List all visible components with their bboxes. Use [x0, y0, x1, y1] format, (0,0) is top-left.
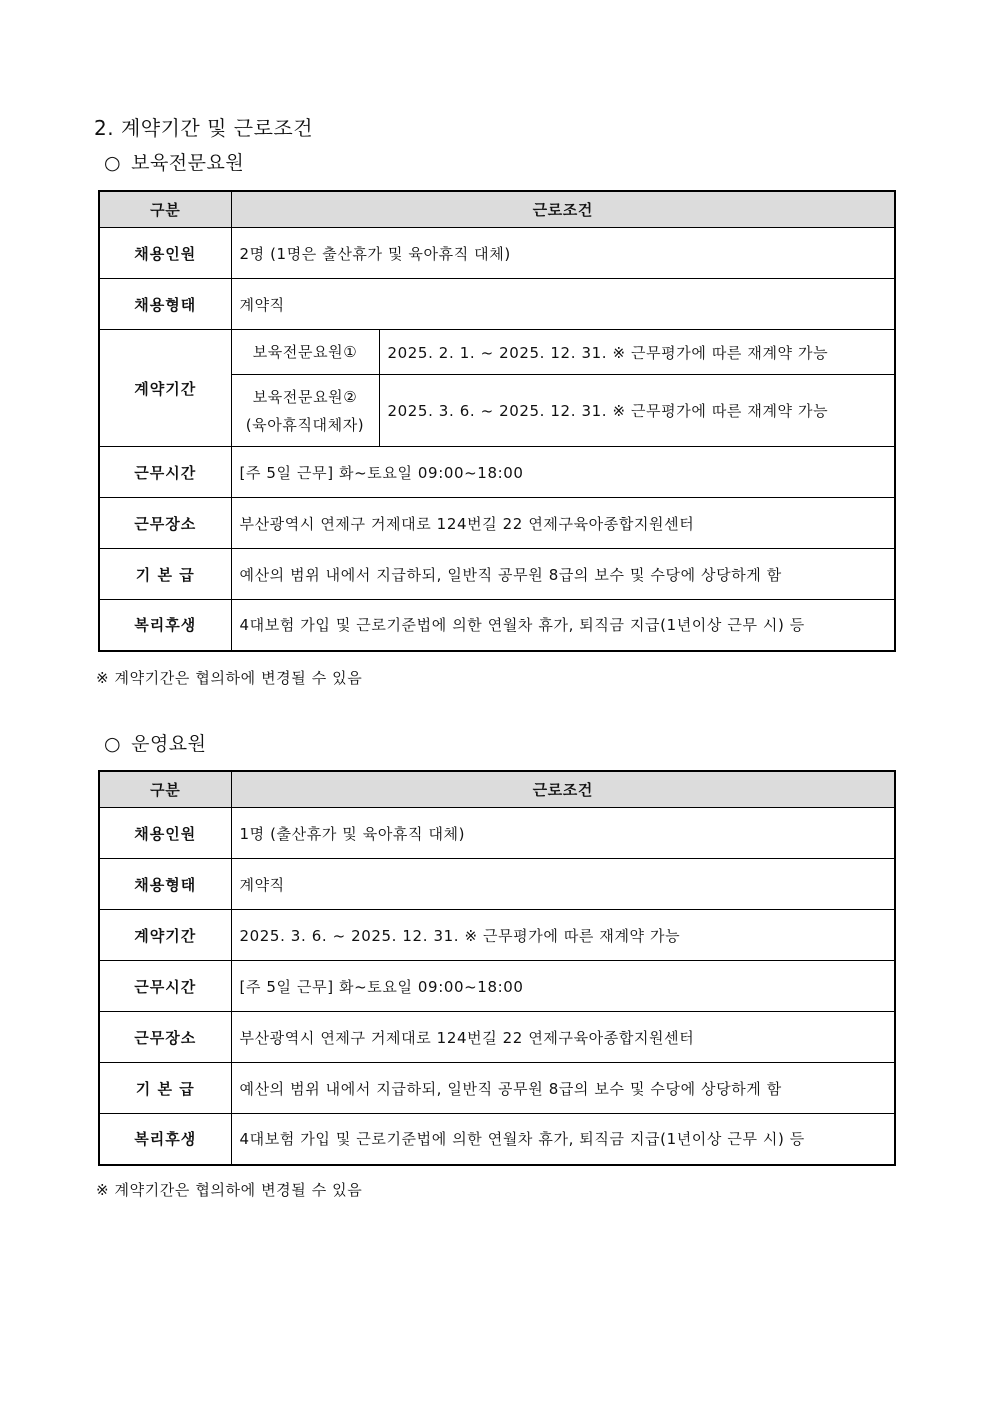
contract-sublabel-2 — [231, 375, 379, 447]
row-value-place: 부산광역시 연제구 거제대로 124번길 22 연제구육아종합지원센터 — [231, 1012, 895, 1063]
table-row — [99, 910, 895, 961]
row-label-hire-type: 채용형태 — [99, 859, 231, 910]
contract-sublabel-2-line1: 보육전문요원② — [252, 387, 358, 406]
table-row — [99, 447, 895, 498]
row-value-salary: 예산의 범위 내에서 지급하되, 일반직 공무원 8급의 보수 및 수당에 상당하게 함 — [231, 549, 895, 600]
table-row — [99, 961, 895, 1012]
row-value-place: 부산광역시 연제구 거제대로 124번길 22 연제구육아종합지원센터 — [231, 498, 895, 549]
row-value-hours: [주 5일 근무] 화~토요일 09:00~18:00 — [231, 961, 895, 1012]
table-row — [99, 498, 895, 549]
subsection-title-childcare — [104, 150, 244, 176]
row-label-salary: 기 본 급 — [99, 1063, 231, 1114]
subsection-title-operations — [104, 731, 207, 757]
conditions-table-childcare — [98, 190, 896, 652]
table-row — [99, 808, 895, 859]
table-row — [99, 279, 895, 330]
contract-sublabel-2-line2: (육아휴직대체자) — [245, 415, 365, 434]
table-row — [99, 859, 895, 910]
header-conditions: 근로조건 — [231, 191, 895, 228]
row-label-salary: 기 본 급 — [99, 549, 231, 600]
contract-sublabel-1: 보육전문요원① — [231, 330, 379, 375]
table-row — [99, 330, 895, 375]
table-row — [99, 1114, 895, 1165]
row-label-place: 근무장소 — [99, 1012, 231, 1063]
row-value-hire-count: 1명 (출산휴가 및 육아휴직 대체) — [231, 808, 895, 859]
row-label-contract: 계약기간 — [99, 330, 231, 447]
row-value-hire-count: 2명 (1명은 출산휴가 및 육아휴직 대체) — [231, 228, 895, 279]
subsection-title-text: 보육전문요원 — [131, 152, 245, 174]
header-conditions: 근로조건 — [231, 771, 895, 808]
table-row — [99, 1012, 895, 1063]
row-label-hire-count: 채용인원 — [99, 228, 231, 279]
section-heading: 2. 계약기간 및 근로조건 — [94, 116, 314, 140]
contract-value-1: 2025. 2. 1. ~ 2025. 12. 31. ※ 근무평가에 따른 재계약 가능 — [379, 330, 895, 375]
header-category: 구분 — [99, 771, 231, 808]
row-value-welfare: 4대보험 가입 및 근로기준법에 의한 연월차 휴가, 퇴직금 지급(1년이상 근무 시) 등 — [231, 600, 895, 651]
row-value-salary: 예산의 범위 내에서 지급하되, 일반직 공무원 8급의 보수 및 수당에 상당하게 함 — [231, 1063, 895, 1114]
row-label-hire-count: 채용인원 — [99, 808, 231, 859]
row-label-welfare: 복리후생 — [99, 600, 231, 651]
conditions-table-operations — [98, 770, 896, 1166]
row-label-hours: 근무시간 — [99, 961, 231, 1012]
row-label-place: 근무장소 — [99, 498, 231, 549]
row-value-hours: [주 5일 근무] 화~토요일 09:00~18:00 — [231, 447, 895, 498]
row-value-contract: 2025. 3. 6. ~ 2025. 12. 31. ※ 근무평가에 따른 재계약 가능 — [231, 910, 895, 961]
circle-bullet-icon: ○ — [104, 152, 122, 174]
subsection-title-text: 운영요원 — [131, 733, 207, 755]
row-label-hours: 근무시간 — [99, 447, 231, 498]
row-label-welfare: 복리후생 — [99, 1114, 231, 1165]
header-category: 구분 — [99, 191, 231, 228]
contract-value-2: 2025. 3. 6. ~ 2025. 12. 31. ※ 근무평가에 따른 재계약 가능 — [379, 375, 895, 447]
circle-bullet-icon: ○ — [104, 733, 122, 755]
row-value-hire-type: 계약직 — [231, 859, 895, 910]
table-row — [99, 600, 895, 651]
row-value-hire-type: 계약직 — [231, 279, 895, 330]
row-label-hire-type: 채용형태 — [99, 279, 231, 330]
row-value-welfare: 4대보험 가입 및 근로기준법에 의한 연월차 휴가, 퇴직금 지급(1년이상 근무 시) 등 — [231, 1114, 895, 1165]
row-label-contract: 계약기간 — [99, 910, 231, 961]
note-operations: ※ 계약기간은 협의하에 변경될 수 있음 — [96, 1181, 363, 1199]
table-row — [99, 549, 895, 600]
note-childcare: ※ 계약기간은 협의하에 변경될 수 있음 — [96, 669, 363, 687]
table-row — [99, 1063, 895, 1114]
table-row — [99, 228, 895, 279]
